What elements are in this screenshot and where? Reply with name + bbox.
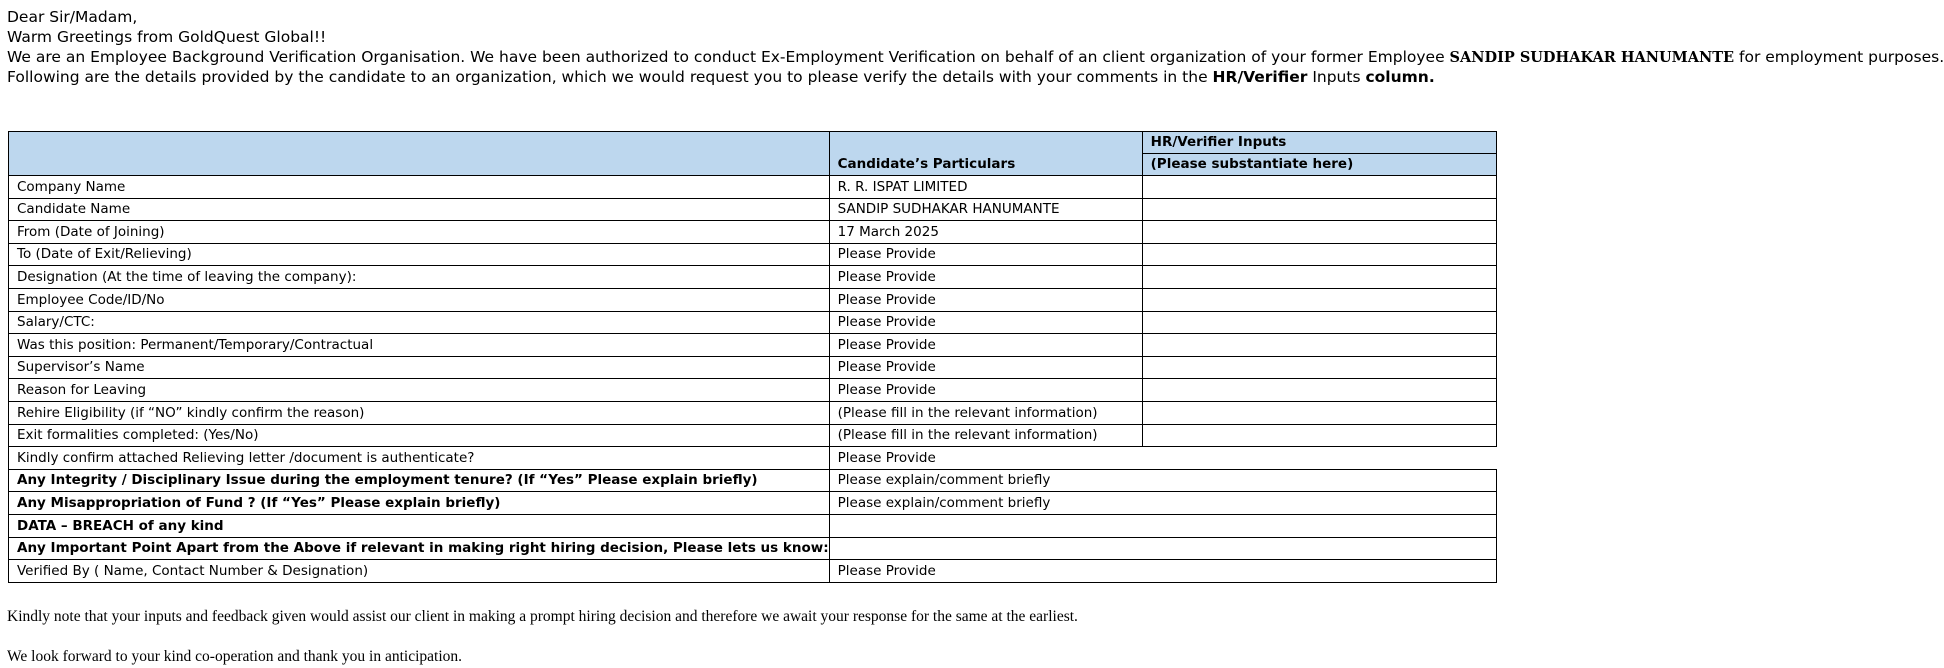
table-row bbox=[9, 447, 1497, 470]
verifier-input-cell[interactable] bbox=[1142, 176, 1496, 199]
row-label: Employee Code/ID/No bbox=[9, 288, 830, 311]
greeting: Warm Greetings from GoldQuest Global!! bbox=[7, 28, 327, 46]
row-value: Please explain/comment briefly bbox=[829, 492, 1496, 515]
intro-text-after-name: for employment purposes. bbox=[1734, 48, 1944, 66]
table-row bbox=[9, 514, 1497, 537]
row-value: Please Provide bbox=[829, 560, 1496, 583]
row-label: Company Name bbox=[9, 176, 830, 199]
row-value: (Please fill in the relevant information) bbox=[829, 424, 1142, 447]
table-row bbox=[9, 492, 1497, 515]
header-candidate-particulars: Candidate’s Particulars bbox=[829, 132, 1142, 176]
table-row bbox=[9, 198, 1497, 221]
verifier-input-cell[interactable] bbox=[1142, 379, 1496, 402]
header-field bbox=[9, 132, 830, 176]
table-row bbox=[9, 176, 1497, 199]
intro-text-before-name: We are an Employee Background Verification Organisation. We have been authorized to conduct Ex-Employment Verification on behalf of an client organization of your former Employee bbox=[7, 48, 1450, 66]
row-value: R. R. ISPAT LIMITED bbox=[829, 176, 1142, 199]
verifier-input-cell[interactable] bbox=[1142, 198, 1496, 221]
row-value: Please Provide bbox=[829, 288, 1142, 311]
table-row bbox=[9, 537, 1497, 560]
row-value: SANDIP SUDHAKAR HANUMANTE bbox=[829, 198, 1142, 221]
verifier-input-cell[interactable] bbox=[1142, 334, 1496, 357]
verifier-input-cell[interactable] bbox=[1142, 311, 1496, 334]
table-row bbox=[9, 266, 1497, 289]
row-label: Verified By ( Name, Contact Number & Designation) bbox=[9, 560, 830, 583]
verifier-input-cell[interactable] bbox=[1142, 266, 1496, 289]
row-label: DATA – BREACH of any kind bbox=[9, 514, 830, 537]
row-value: Please Provide bbox=[829, 447, 1496, 470]
row-value bbox=[829, 514, 1496, 537]
closing-thanks: We look forward to your kind co-operation and thank you in anticipation. bbox=[7, 648, 463, 665]
table-row bbox=[9, 288, 1497, 311]
header-verifier-inputs: HR/Verifier Inputs bbox=[1142, 132, 1496, 154]
row-label: Any Misappropriation of Fund ? (If “Yes” Please explain briefly) bbox=[9, 492, 830, 515]
verifier-input-cell[interactable] bbox=[1142, 221, 1496, 244]
verifier-input-cell[interactable] bbox=[1142, 243, 1496, 266]
table-row bbox=[9, 243, 1497, 266]
row-label: Kindly confirm attached Relieving letter /document is authenticate? bbox=[9, 447, 830, 470]
row-label: Supervisor’s Name bbox=[9, 356, 830, 379]
table-row bbox=[9, 560, 1497, 583]
request-paragraph bbox=[7, 67, 1944, 87]
salutation: Dear Sir/Madam, bbox=[7, 8, 138, 26]
row-value: Please explain/comment briefly bbox=[829, 469, 1496, 492]
row-value: Please Provide bbox=[829, 334, 1142, 357]
request-text-2: Inputs bbox=[1307, 68, 1366, 86]
row-label: From (Date of Joining) bbox=[9, 221, 830, 244]
row-label: Candidate Name bbox=[9, 198, 830, 221]
request-bold-hr-verifier: HR/Verifier bbox=[1212, 68, 1308, 86]
verifier-input-cell[interactable] bbox=[1142, 288, 1496, 311]
table-row bbox=[9, 356, 1497, 379]
row-value: Please Provide bbox=[829, 356, 1142, 379]
table-row bbox=[9, 221, 1497, 244]
row-value: 17 March 2025 bbox=[829, 221, 1142, 244]
request-text-1: Following are the details provided by the candidate to an organization, which we would request you to please verify the details with your comments in the bbox=[7, 68, 1213, 86]
row-label: Any Integrity / Disciplinary Issue during the employment tenure? (If “Yes” Please explain briefly) bbox=[9, 469, 830, 492]
verifier-input-cell[interactable] bbox=[1142, 356, 1496, 379]
closing-note: Kindly note that your inputs and feedback given would assist our client in making a prompt hiring decision and therefore we await your response for the same at the earliest. bbox=[7, 608, 1078, 625]
row-value bbox=[829, 537, 1496, 560]
verifier-input-cell[interactable] bbox=[1142, 401, 1496, 424]
table-header-row-1 bbox=[9, 132, 1497, 154]
table-row bbox=[9, 311, 1497, 334]
verifier-input-cell[interactable] bbox=[1142, 424, 1496, 447]
row-value: Please Provide bbox=[829, 311, 1142, 334]
row-label: To (Date of Exit/Relieving) bbox=[9, 243, 830, 266]
request-bold-column: column. bbox=[1365, 68, 1435, 86]
row-label: Exit formalities completed: (Yes/No) bbox=[9, 424, 830, 447]
header-verifier-substantiate: (Please substantiate here) bbox=[1142, 154, 1496, 176]
row-value: Please Provide bbox=[829, 266, 1142, 289]
table-row bbox=[9, 334, 1497, 357]
table-row bbox=[9, 424, 1497, 447]
employee-name: SANDIP SUDHAKAR HANUMANTE bbox=[1449, 49, 1735, 66]
row-label: Any Important Point Apart from the Above if relevant in making right hiring decision, Please lets us know: bbox=[9, 537, 830, 560]
row-label: Was this position: Permanent/Temporary/Contractual bbox=[9, 334, 830, 357]
table-row bbox=[9, 469, 1497, 492]
row-label: Rehire Eligibility (if “NO” kindly confirm the reason) bbox=[9, 401, 830, 424]
row-label: Salary/CTC: bbox=[9, 311, 830, 334]
row-value: Please Provide bbox=[829, 243, 1142, 266]
verification-table bbox=[8, 131, 1497, 583]
row-value: (Please fill in the relevant information) bbox=[829, 401, 1142, 424]
row-label: Reason for Leaving bbox=[9, 379, 830, 402]
letter-intro bbox=[7, 7, 1944, 87]
table-row bbox=[9, 379, 1497, 402]
row-value: Please Provide bbox=[829, 379, 1142, 402]
intro-paragraph bbox=[7, 47, 1944, 67]
row-label: Designation (At the time of leaving the company): bbox=[9, 266, 830, 289]
table-row bbox=[9, 401, 1497, 424]
